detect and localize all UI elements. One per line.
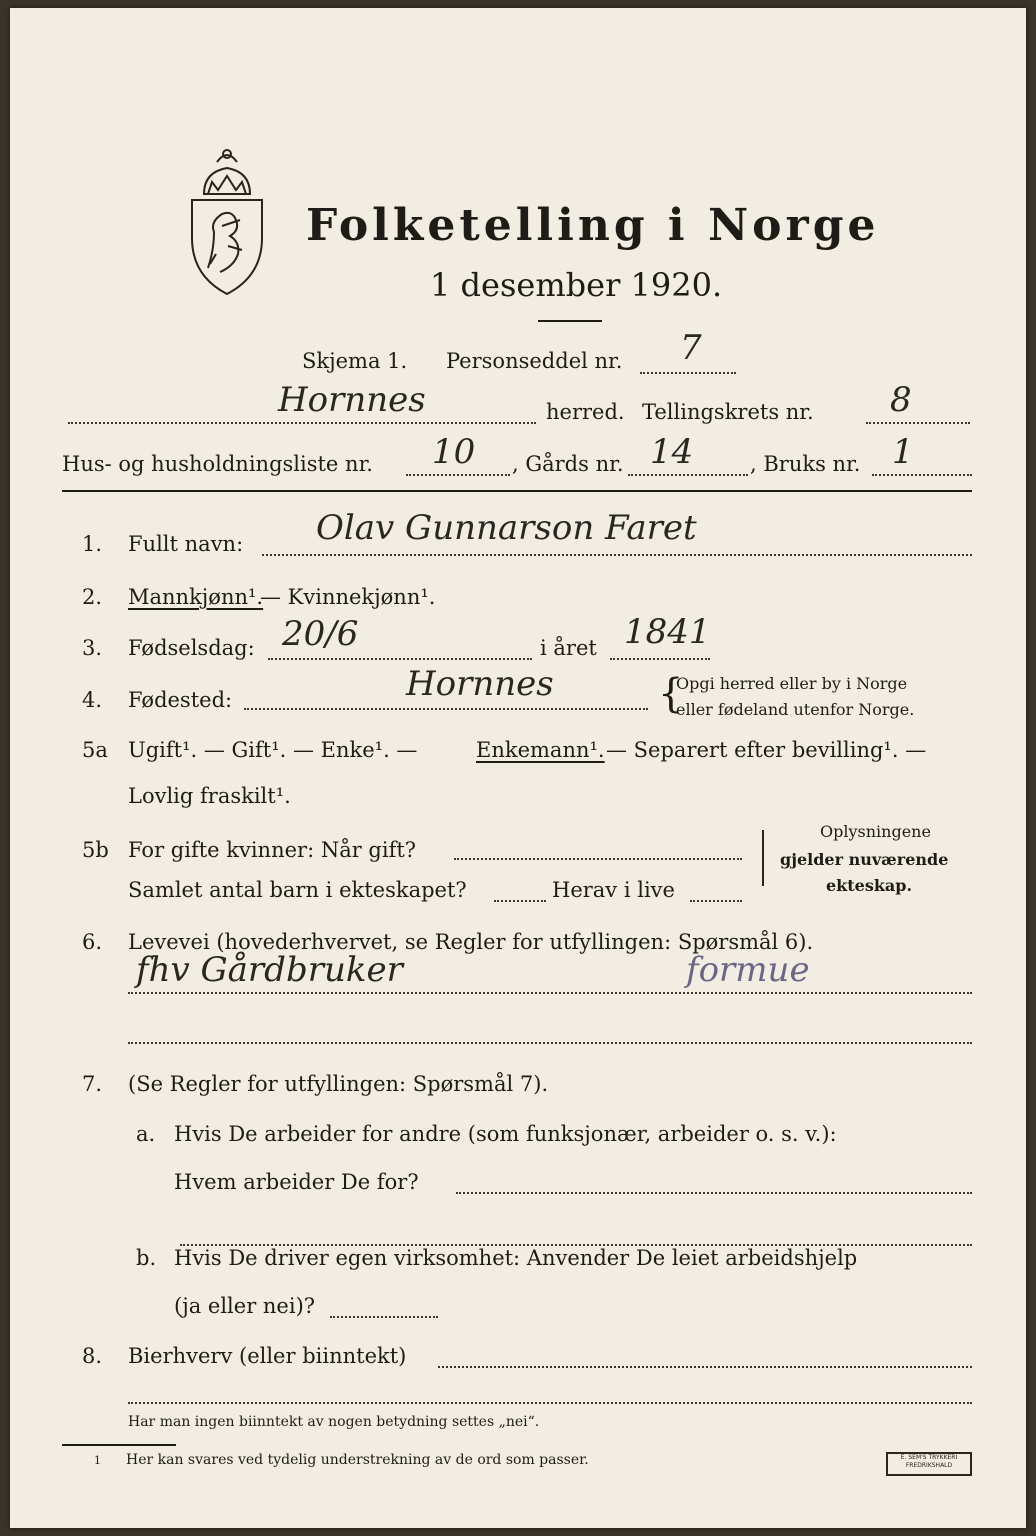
occupation-value: fhv Gårdbruker: [136, 950, 403, 990]
tellingskrets-label: Tellingskrets nr.: [642, 400, 814, 424]
q7a-question: Hvem arbeider De for?: [174, 1170, 419, 1194]
occupation-field-2[interactable]: [128, 1042, 972, 1044]
footnote-text: Her kan svares ved tydelig understrekning av de ord som passer.: [126, 1452, 589, 1468]
birthplace-value: Hornnes: [406, 664, 554, 704]
children-total-field[interactable]: [494, 900, 546, 902]
employer-field[interactable]: [456, 1192, 972, 1194]
bruks-field[interactable]: [872, 474, 972, 476]
form-subtitle: 1 desember 1920.: [430, 266, 723, 304]
schema-label: Skjema 1.: [302, 349, 408, 373]
herred-field[interactable]: [68, 422, 536, 424]
hired-help-field[interactable]: [330, 1316, 438, 1318]
q4-note-line2: eller fødeland utenfor Norge.: [676, 700, 915, 719]
q1-label: Fullt navn:: [128, 532, 244, 556]
q5b-note-line1: Oplysningene: [820, 822, 931, 841]
q5b-number: 5b: [82, 838, 109, 862]
gender-female-option[interactable]: — Kvinnekjønn¹.: [260, 585, 436, 609]
children-alive-label: Herav i live: [552, 878, 675, 902]
title-divider: [538, 320, 602, 322]
q5a-number: 5a: [82, 738, 108, 762]
q7a-text: Hvis De arbeider for andre (som funksjonær, arbeider o. s. v.):: [174, 1122, 837, 1146]
gards-field[interactable]: [628, 474, 748, 476]
q4-label: Fødested:: [128, 688, 233, 712]
q8-number: 8.: [82, 1344, 103, 1368]
personseddel-value: 7: [680, 328, 702, 368]
form-title: Folketelling i Norge: [306, 200, 880, 251]
tellingskrets-field[interactable]: [866, 422, 970, 424]
q3-label: Fødselsdag:: [128, 636, 255, 660]
q3-number: 3.: [82, 636, 103, 660]
tellingskrets-value: 8: [890, 380, 912, 420]
q8-label: Bierhverv (eller biinntekt): [128, 1344, 407, 1368]
q8-note: Har man ingen biinntekt av nogen betydning settes „nei“.: [128, 1414, 540, 1430]
bruks-label: , Bruks nr.: [750, 452, 861, 476]
q7-label: (Se Regler for utfyllingen: Spørsmål 7).: [128, 1072, 549, 1096]
footnote-rule: [62, 1444, 176, 1446]
q7b-text: Hvis De driver egen virksomhet: Anvender De leiet arbeidshjelp: [174, 1246, 858, 1270]
census-form-sheet: [10, 8, 1026, 1528]
q7b-number: b.: [136, 1246, 157, 1270]
q7a-number: a.: [136, 1122, 156, 1146]
printer-stamp-line1: E. SEM'S TRYKKERI: [900, 1454, 958, 1461]
header-rule: [62, 490, 972, 492]
occupation-field[interactable]: [128, 992, 972, 994]
personseddel-label: Personseddel nr.: [446, 349, 623, 373]
q6-label: Levevei (hovederhvervet, se Regler for utfyllingen: Spørsmål 6).: [128, 930, 814, 954]
children-alive-field[interactable]: [690, 900, 742, 902]
personseddel-field[interactable]: [640, 372, 736, 374]
birthplace-field[interactable]: [244, 708, 648, 710]
q4-brace: {: [658, 671, 684, 717]
printer-stamp-line2: FREDRIKSHALD: [905, 1462, 953, 1469]
printer-stamp: [886, 1452, 972, 1476]
marital-widower-option[interactable]: Enkemann¹.: [476, 738, 605, 762]
q4-note-line1: Opgi herred eller by i Norge: [676, 674, 908, 693]
birthdate-value: 20/6: [282, 614, 359, 654]
marital-divorced-option[interactable]: Lovlig fraskilt¹.: [128, 784, 291, 808]
q7-number: 7.: [82, 1072, 103, 1096]
q5b-note-line3: ekteskap.: [826, 876, 913, 895]
birthdate-field[interactable]: [268, 658, 532, 660]
q5b-bracket: [762, 830, 764, 886]
q7b-question: (ja eller nei)?: [174, 1294, 316, 1318]
full-name-field[interactable]: [262, 554, 972, 556]
footnote-number: 1: [94, 1454, 101, 1467]
marital-options-pre[interactable]: Ugift¹. — Gift¹. — Enke¹. —: [128, 738, 418, 762]
gards-label: , Gårds nr.: [512, 452, 624, 476]
marital-options-post[interactable]: — Separert efter bevilling¹. —: [606, 738, 927, 762]
gards-value: 14: [650, 432, 694, 472]
side-income-field-2[interactable]: [128, 1402, 972, 1404]
full-name-value: Olav Gunnarson Faret: [316, 508, 697, 548]
husliste-label: Hus- og husholdningsliste nr.: [62, 452, 373, 476]
q1-number: 1.: [82, 532, 103, 556]
coat-of-arms-icon: [182, 146, 272, 306]
birthyear-label: i året: [540, 636, 597, 660]
q4-number: 4.: [82, 688, 103, 712]
side-income-field[interactable]: [438, 1366, 972, 1368]
birthyear-field[interactable]: [610, 658, 710, 660]
husliste-field[interactable]: [406, 474, 510, 476]
herred-label: herred.: [546, 400, 625, 424]
q5b-note-line2: gjelder nuværende: [780, 850, 949, 869]
children-total-label: Samlet antal barn i ekteskapet?: [128, 878, 467, 902]
birthyear-value: 1841: [624, 612, 711, 652]
husliste-value: 10: [432, 432, 476, 472]
q2-number: 2.: [82, 585, 103, 609]
occupation-value-extra: formue: [686, 950, 810, 990]
married-when-label: For gifte kvinner: Når gift?: [128, 838, 417, 862]
married-when-field[interactable]: [454, 858, 742, 860]
bruks-value: 1: [892, 432, 914, 472]
gender-male-option[interactable]: Mannkjønn¹.: [128, 585, 264, 609]
herred-value: Hornnes: [278, 380, 426, 420]
q6-number: 6.: [82, 930, 103, 954]
